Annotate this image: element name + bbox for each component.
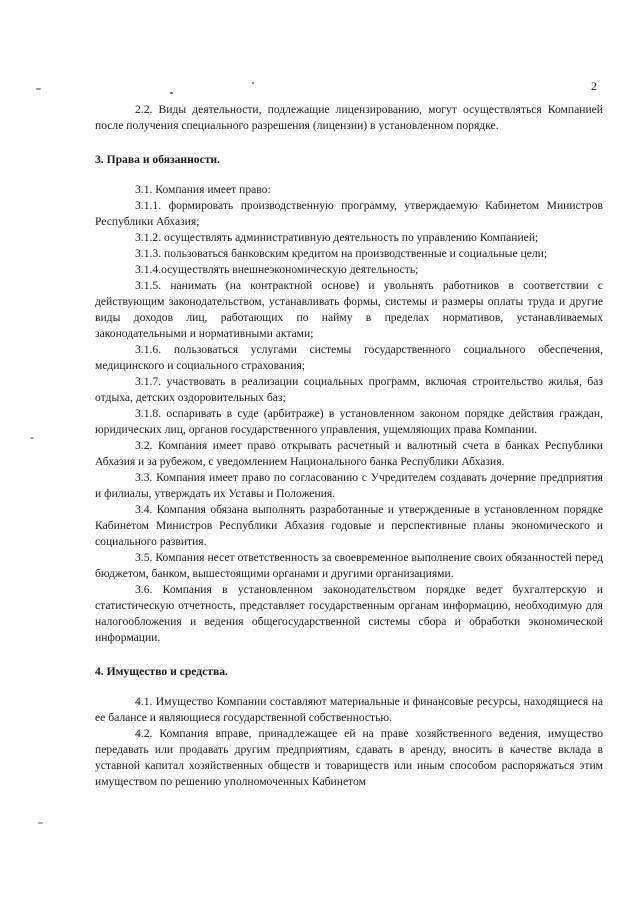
paragraph-3-1-5: 3.1.5. нанимать (на контрактной основе) и увольнять работников в соответствии с действующим законодательством, устанавливать формы, системы и размеры оплаты труда и другие виды доходов лиц, работающих по найму в пределах нормативов, устанавливаемых законодательными и нормативными актами; bbox=[95, 279, 603, 340]
document-body bbox=[95, 102, 603, 790]
paragraph-4-1: 4.1. Имущество Компании составляют материальные и финансовые ресурсы, находящиеся на ее балансе и являющиеся государственной собственностью. bbox=[95, 695, 603, 724]
paragraph-3-1-6: 3.1.6. пользоваться услугами системы государственного социального обеспечения, медицинского и социального страхования; bbox=[95, 343, 603, 372]
scan-speck bbox=[38, 822, 43, 824]
paragraph-3-6: 3.6. Компания в установленном законодательством порядке ведет бухгалтерскую и статистическую отчетность, представляет государственным органам информацию, необходимую для налогообложения и ведения общегосударственной системы сбора и обработки экономической информации. bbox=[95, 583, 603, 644]
paragraph-4-2: 4.2. Компания вправе, принадлежащее ей на праве хозяйственного ведения, имущество передавать или продавать другим предприятиям, сдавать в аренду, вносить в качестве вклада в уставной капитал хозяйственных обществ и товариществ или иным способом распоряжаться этим имуществом по решению уполномоченных Кабинетом bbox=[95, 727, 603, 788]
paragraph-3-1: 3.1. Компания имеет право: bbox=[135, 183, 271, 196]
paragraph-3-1-2: 3.1.2. осуществлять административную деятельность по управлению Компанией; bbox=[135, 231, 539, 244]
paragraph-3-3: 3.3. Компания имеет право по согласованию с Учредителем создавать дочерние предприятия и филиалы, утверждать их Уставы и Положения. bbox=[95, 471, 603, 500]
paragraph-3-1-3: 3.1.3. пользоваться банковским кредитом на производственные и социальные цели; bbox=[135, 247, 548, 260]
section-3-heading: 3. Права и обязанности. bbox=[95, 153, 221, 166]
scan-speck bbox=[170, 92, 173, 94]
scan-speck bbox=[30, 437, 34, 439]
paragraph-3-1-1: 3.1.1. формировать производственную программу, утверждаемую Кабинетом Министров Республики Абхазия; bbox=[95, 199, 603, 228]
scan-speck bbox=[36, 88, 41, 90]
paragraph-3-4: 3.4. Компания обязана выполнять разработанные и утвержденные в установленном порядке Кабинетом Министров Республики Абхазия годовые и перспективные планы экономического и социального развития. bbox=[95, 503, 603, 548]
paragraph-2-2: 2.2. Виды деятельности, подлежащие лицензированию, могут осуществляться Компанией после получения специального разрешения (лицензии) в установленном порядке. bbox=[95, 103, 603, 132]
paragraph-3-5: 3.5. Компания несет ответственность за своевременное выполнение своих обязанностей перед бюджетом, банком, вышестоящими органами и другими организациями. bbox=[95, 551, 603, 580]
scan-speck bbox=[252, 82, 254, 84]
paragraph-3-1-4: 3.1.4.осуществлять внешнеэкономическую деятельность; bbox=[135, 263, 419, 276]
section-4-heading: 4. Имущество и средства. bbox=[95, 665, 228, 678]
paragraph-3-2: 3.2. Компания имеет право открывать расчетный и валютный счета в банках Республики Абхазия и за рубежом, с уведомлением Национального банка Республики Абхазия. bbox=[95, 439, 603, 468]
paragraph-3-1-7: 3.1.7. участвовать в реализации социальных программ, включая строительство жилья, баз отдыха, детских оздоровительных баз; bbox=[95, 375, 603, 404]
page-number: 2 bbox=[591, 79, 597, 93]
paragraph-3-1-8: 3.1.8. оспаривать в суде (арбитраже) в установленном законом порядке действия граждан, юридических лиц, органов государственного управления, ущемляющих права Компании. bbox=[95, 407, 603, 436]
